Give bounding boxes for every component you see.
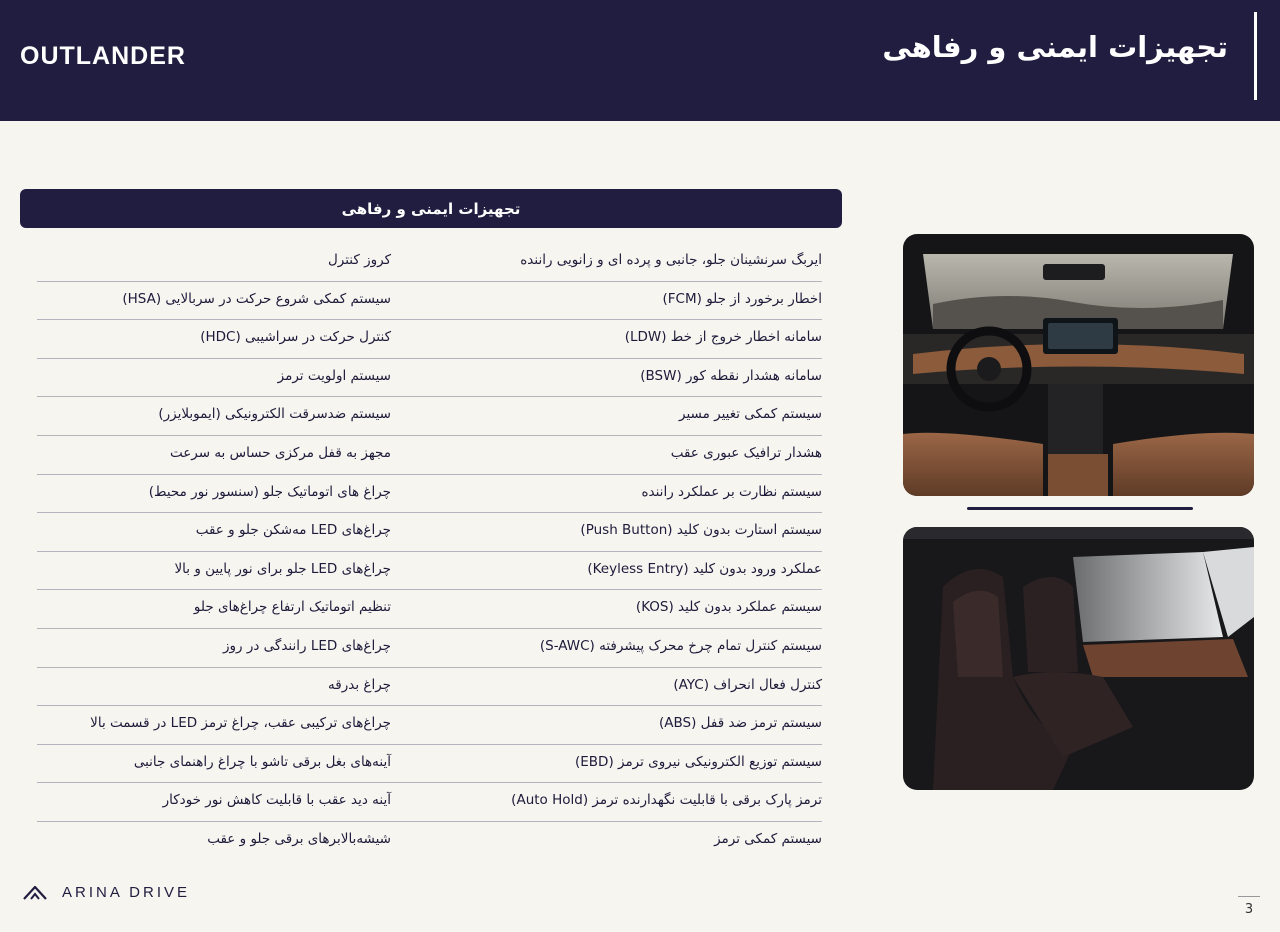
feature-left-cell: تنظیم اتوماتیک ارتفاع چراغ‌های جلو — [193, 599, 391, 616]
feature-right-cell: عملکرد ورود بدون کلید (Keyless Entry) — [587, 560, 822, 577]
feature-left-cell: چراغ‌های LED جلو برای نور پایین و بالا — [174, 560, 391, 577]
page-title: تجهیزات ایمنی و رفاهی — [882, 30, 1228, 64]
feature-right-cell: سامانه اخطار خروج از خط (LDW) — [624, 329, 822, 346]
brand-logo-text: OUTLANDER — [20, 42, 186, 70]
feature-left-cell: کروز کنترل — [327, 252, 391, 268]
feature-right-cell: سامانه هشدار نقطه کور (BSW) — [640, 367, 822, 384]
feature-right-cell: سیستم استارت بدون کلید (Push Button) — [580, 522, 822, 539]
feature-right-cell: سیستم کمکی تغییر مسیر — [679, 406, 822, 423]
feature-left-cell: آینه دید عقب با قابلیت کاهش نور خودکار — [162, 792, 391, 809]
table-row — [37, 397, 822, 436]
dashboard-interior-image — [903, 234, 1254, 496]
feature-left-cell: شیشه‌بالابرهای برقی جلو و عقب — [207, 830, 391, 847]
feature-left-cell: چراغ‌های LED مه‌شکن جلو و عقب — [195, 522, 391, 539]
feature-right-cell: ترمز پارک برقی با قابلیت نگهدارنده ترمز (Auto Hold) — [511, 792, 822, 809]
footer-logo — [22, 884, 190, 901]
feature-left-cell: چراغ‌های LED رانندگی در روز — [223, 637, 391, 654]
page-header — [0, 0, 1280, 121]
table-row — [37, 783, 822, 822]
section-title: تجهیزات ایمنی و رفاهی — [341, 199, 521, 218]
feature-left-cell: چراغ بدرقه — [328, 676, 391, 693]
feature-right-cell: سیستم کمکی ترمز — [714, 830, 822, 847]
feature-right-cell: کنترل فعال انحراف (AYC) — [673, 676, 822, 693]
table-row — [37, 745, 822, 784]
feature-left-cell: مجهز به قفل مرکزی حساس به سرعت — [169, 444, 391, 461]
table-row — [37, 590, 822, 629]
feature-right-cell: سیستم ترمز ضد قفل (ABS) — [659, 715, 822, 732]
feature-right-cell: اخطار برخورد از جلو (FCM) — [662, 290, 822, 307]
feature-left-cell: سیستم اولویت ترمز — [277, 367, 391, 384]
table-row — [37, 320, 822, 359]
table-row — [37, 706, 822, 745]
feature-left-cell: کنترل حرکت در سراشیبی (HDC) — [200, 329, 391, 346]
arina-drive-logo-icon — [22, 886, 56, 900]
feature-right-cell: سیستم کنترل تمام چرخ محرک پیشرفته (S-AWC) — [539, 637, 822, 654]
feature-left-cell: سیستم کمکی شروع حرکت در سربالایی (HSA) — [122, 290, 391, 307]
table-row — [37, 668, 822, 707]
feature-left-cell: آینه‌های بغل برقی تاشو با چراغ راهنمای جانبی — [133, 753, 391, 770]
feature-right-cell: سیستم نظارت بر عملکرد راننده — [641, 483, 822, 500]
feature-right-cell: ایربگ سرنشینان جلو، جانبی و پرده ای و زانویی راننده — [520, 252, 822, 268]
feature-right-cell: سیستم توزیع الکترونیکی نیروی ترمز (EBD) — [574, 753, 822, 770]
features-table — [37, 243, 822, 861]
table-row — [37, 475, 822, 514]
section-title-bar — [20, 189, 842, 228]
table-row — [37, 359, 822, 398]
table-row — [37, 243, 822, 282]
seats-interior-image — [903, 527, 1254, 790]
feature-right-cell: هشدار ترافیک عبوری عقب — [670, 444, 822, 461]
table-row — [37, 552, 822, 591]
table-row — [37, 436, 822, 475]
table-row — [37, 513, 822, 552]
page-number-rule — [1238, 896, 1260, 897]
footer-logo-text: ARINA DRIVE — [62, 884, 191, 901]
feature-left-cell: چراغ های اتوماتیک جلو (سنسور نور محیط) — [148, 483, 391, 500]
table-row — [37, 629, 822, 668]
image-divider — [967, 507, 1193, 510]
page-number: 3 — [1244, 902, 1254, 917]
table-row — [37, 282, 822, 321]
feature-right-cell: سیستم عملکرد بدون کلید (KOS) — [635, 599, 822, 616]
header-divider — [1254, 12, 1257, 100]
feature-left-cell: سیستم ضدسرقت الکترونیکی (ایموبلایزر) — [158, 406, 391, 423]
table-row — [37, 822, 822, 861]
feature-left-cell: چراغ‌های ترکیبی عقب، چراغ ترمز LED در قسمت بالا — [90, 715, 391, 732]
